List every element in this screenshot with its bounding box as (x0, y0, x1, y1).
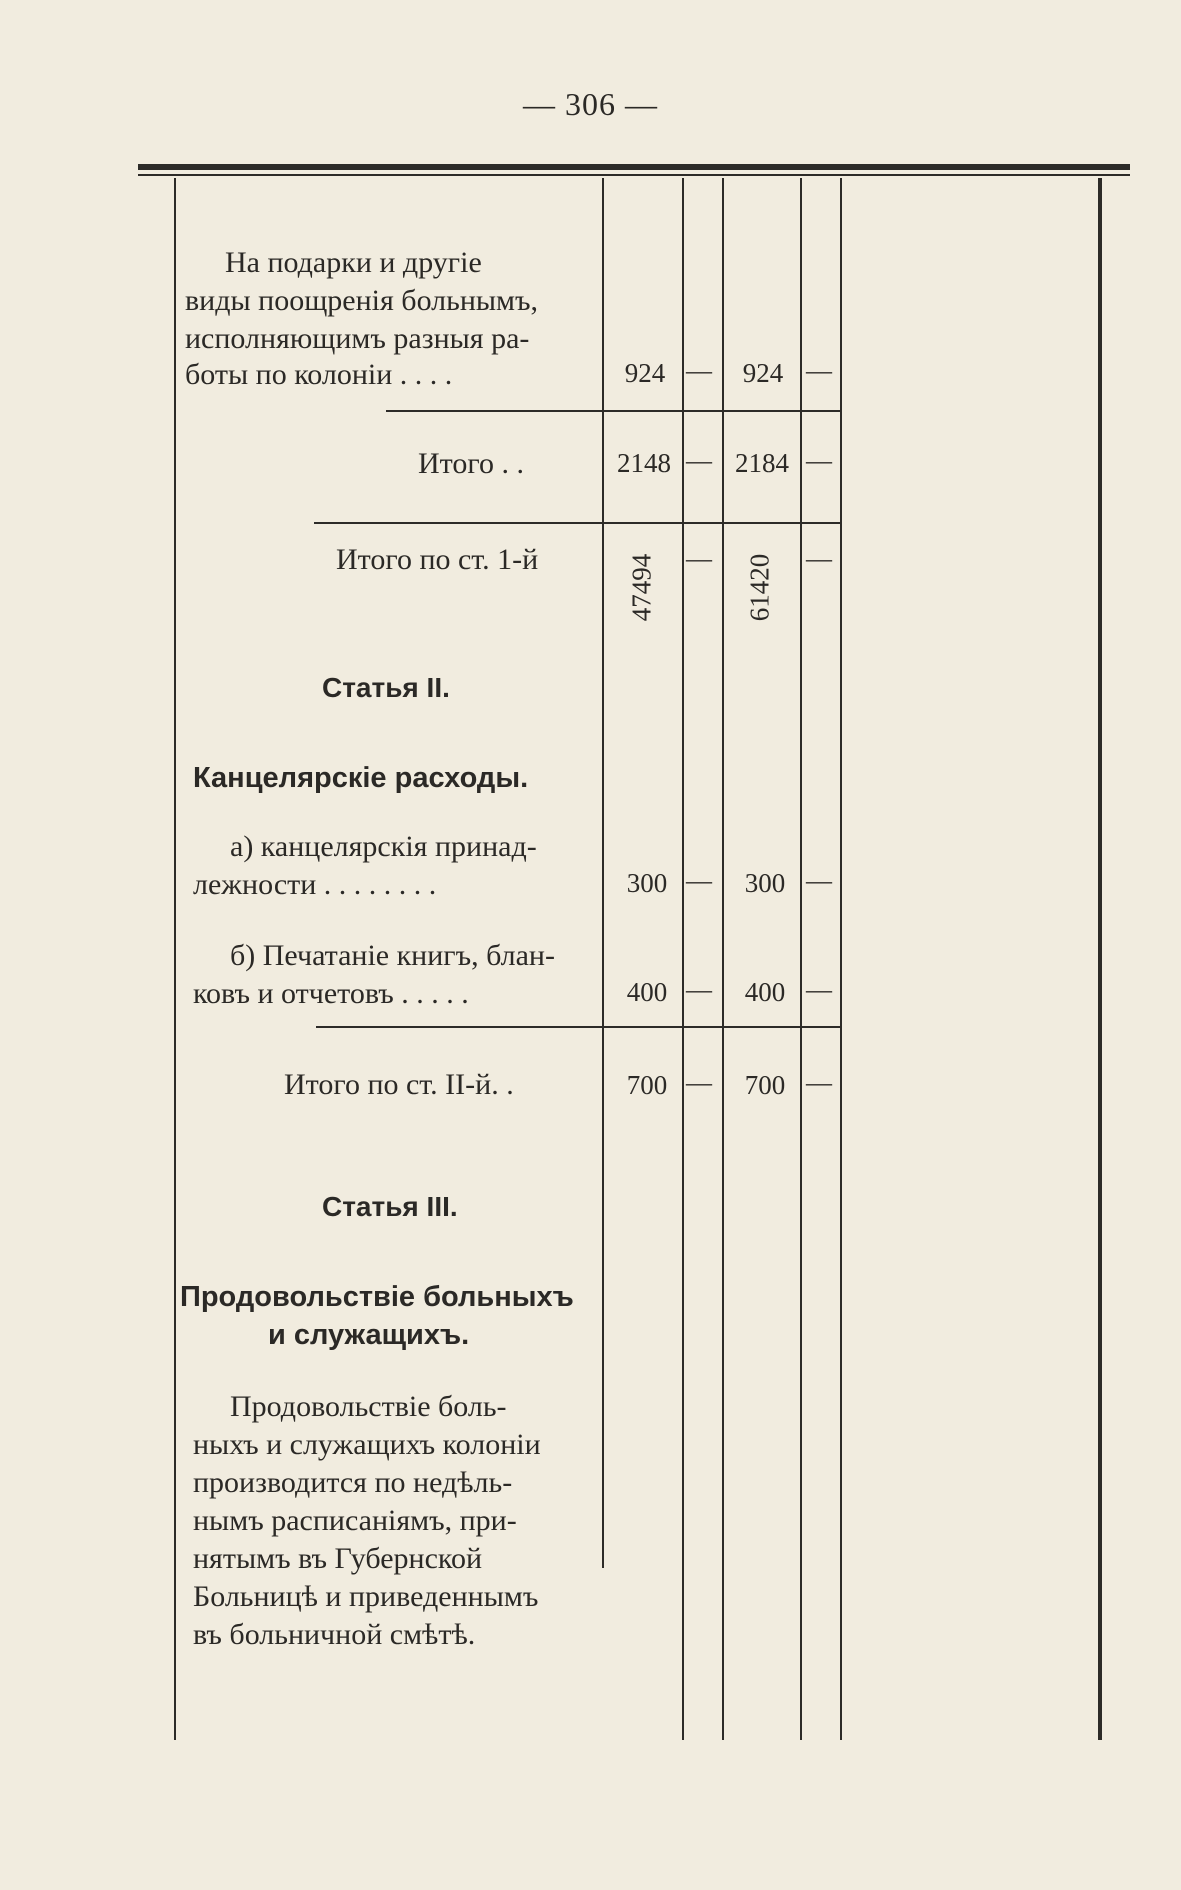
col-divider-3 (722, 178, 724, 1740)
col-divider-5 (840, 178, 842, 1740)
total-1-value-b: 2184 (735, 448, 789, 478)
total-1-dash-b: — (806, 446, 832, 475)
top-rule-thin (138, 174, 1130, 176)
rule-above-total-st1 (314, 522, 840, 524)
total-article-1-dash-b: — (806, 544, 832, 573)
total-article-2-value-a: 700 (626, 1070, 668, 1100)
gifts-text-line-2: виды поощренія больнымъ, (185, 284, 539, 317)
col-divider-1 (602, 178, 604, 1568)
total-1-value-a: 2148 (617, 448, 671, 478)
article-2-heading: Статья II. (322, 672, 450, 703)
printing-dash-b: — (806, 975, 832, 1004)
total-1-dash-a: — (686, 446, 712, 475)
total-article-2-label: Итого по ст. II-й. . (284, 1068, 514, 1101)
food-text-line-3: производится по недѣль- (193, 1466, 513, 1499)
article-3-title-line-1: Продовольствіе больныхъ (180, 1281, 574, 1313)
gifts-text-line-1: На подарки и другіе (225, 246, 482, 279)
food-text-line-7: въ больничной смѣтѣ. (193, 1618, 476, 1651)
printing-dash-a: — (686, 975, 712, 1004)
total-article-1-dash-a: — (686, 544, 712, 573)
article-3-title-line-2: и служащихъ. (268, 1319, 470, 1351)
office-supplies-dash-a: — (686, 866, 712, 895)
total-article-2-value-b: 700 (744, 1070, 786, 1100)
total-article-2-dash-b: — (806, 1068, 832, 1097)
total-1-label: Итого . . (418, 447, 524, 480)
total-article-1-label: Итого по ст. 1-й (336, 543, 539, 576)
office-supplies-value-b: 300 (744, 868, 786, 898)
page-number: — 306 — (523, 86, 658, 122)
table-left-border (174, 178, 176, 1740)
gifts-value-b: 924 (742, 358, 784, 388)
article-3-heading: Статья III. (322, 1191, 458, 1222)
food-text-line-2: ныхъ и служащихъ колоніи (193, 1428, 541, 1461)
printing-value-b: 400 (744, 977, 786, 1007)
printing-value-a: 400 (626, 977, 668, 1007)
gifts-text-line-3: исполняющимъ разныя ра- (185, 322, 530, 355)
article-2-title: Канцелярскіе расходы. (193, 762, 529, 794)
office-supplies-line-1: а) канцелярскія принад- (230, 830, 537, 863)
printing-line-2: ковъ и отчетовъ . . . . . (193, 977, 469, 1010)
rule-above-total-st2 (316, 1026, 840, 1028)
gifts-dash-b: — (806, 356, 832, 385)
office-supplies-dash-b: — (806, 866, 832, 895)
office-supplies-value-a: 300 (626, 868, 668, 898)
gifts-dash-a: — (686, 356, 712, 385)
top-rule-thick (138, 164, 1130, 170)
food-text-line-1: Продовольствіе боль- (230, 1390, 507, 1423)
food-text-line-6: Больницѣ и приведеннымъ (193, 1580, 539, 1613)
food-text-line-4: нымъ расписаніямъ, при- (193, 1504, 517, 1537)
printing-line-1: б) Печатаніе книгъ, блан- (230, 939, 555, 972)
total-article-2-dash-a: — (686, 1068, 712, 1097)
rule-above-total-1 (386, 410, 840, 412)
gifts-text-line-4: боты по колоніи . . . . (185, 358, 453, 391)
table-right-border (1098, 178, 1102, 1740)
office-supplies-line-2: лежности . . . . . . . . (193, 868, 437, 901)
food-text-line-5: нятымъ въ Губернской (193, 1542, 483, 1575)
total-article-1-value-a: 47494 (626, 553, 657, 622)
gifts-value-a: 924 (624, 358, 666, 388)
col-divider-2 (682, 178, 684, 1740)
col-divider-4 (800, 178, 802, 1740)
total-article-1-value-b: 61420 (744, 553, 775, 622)
